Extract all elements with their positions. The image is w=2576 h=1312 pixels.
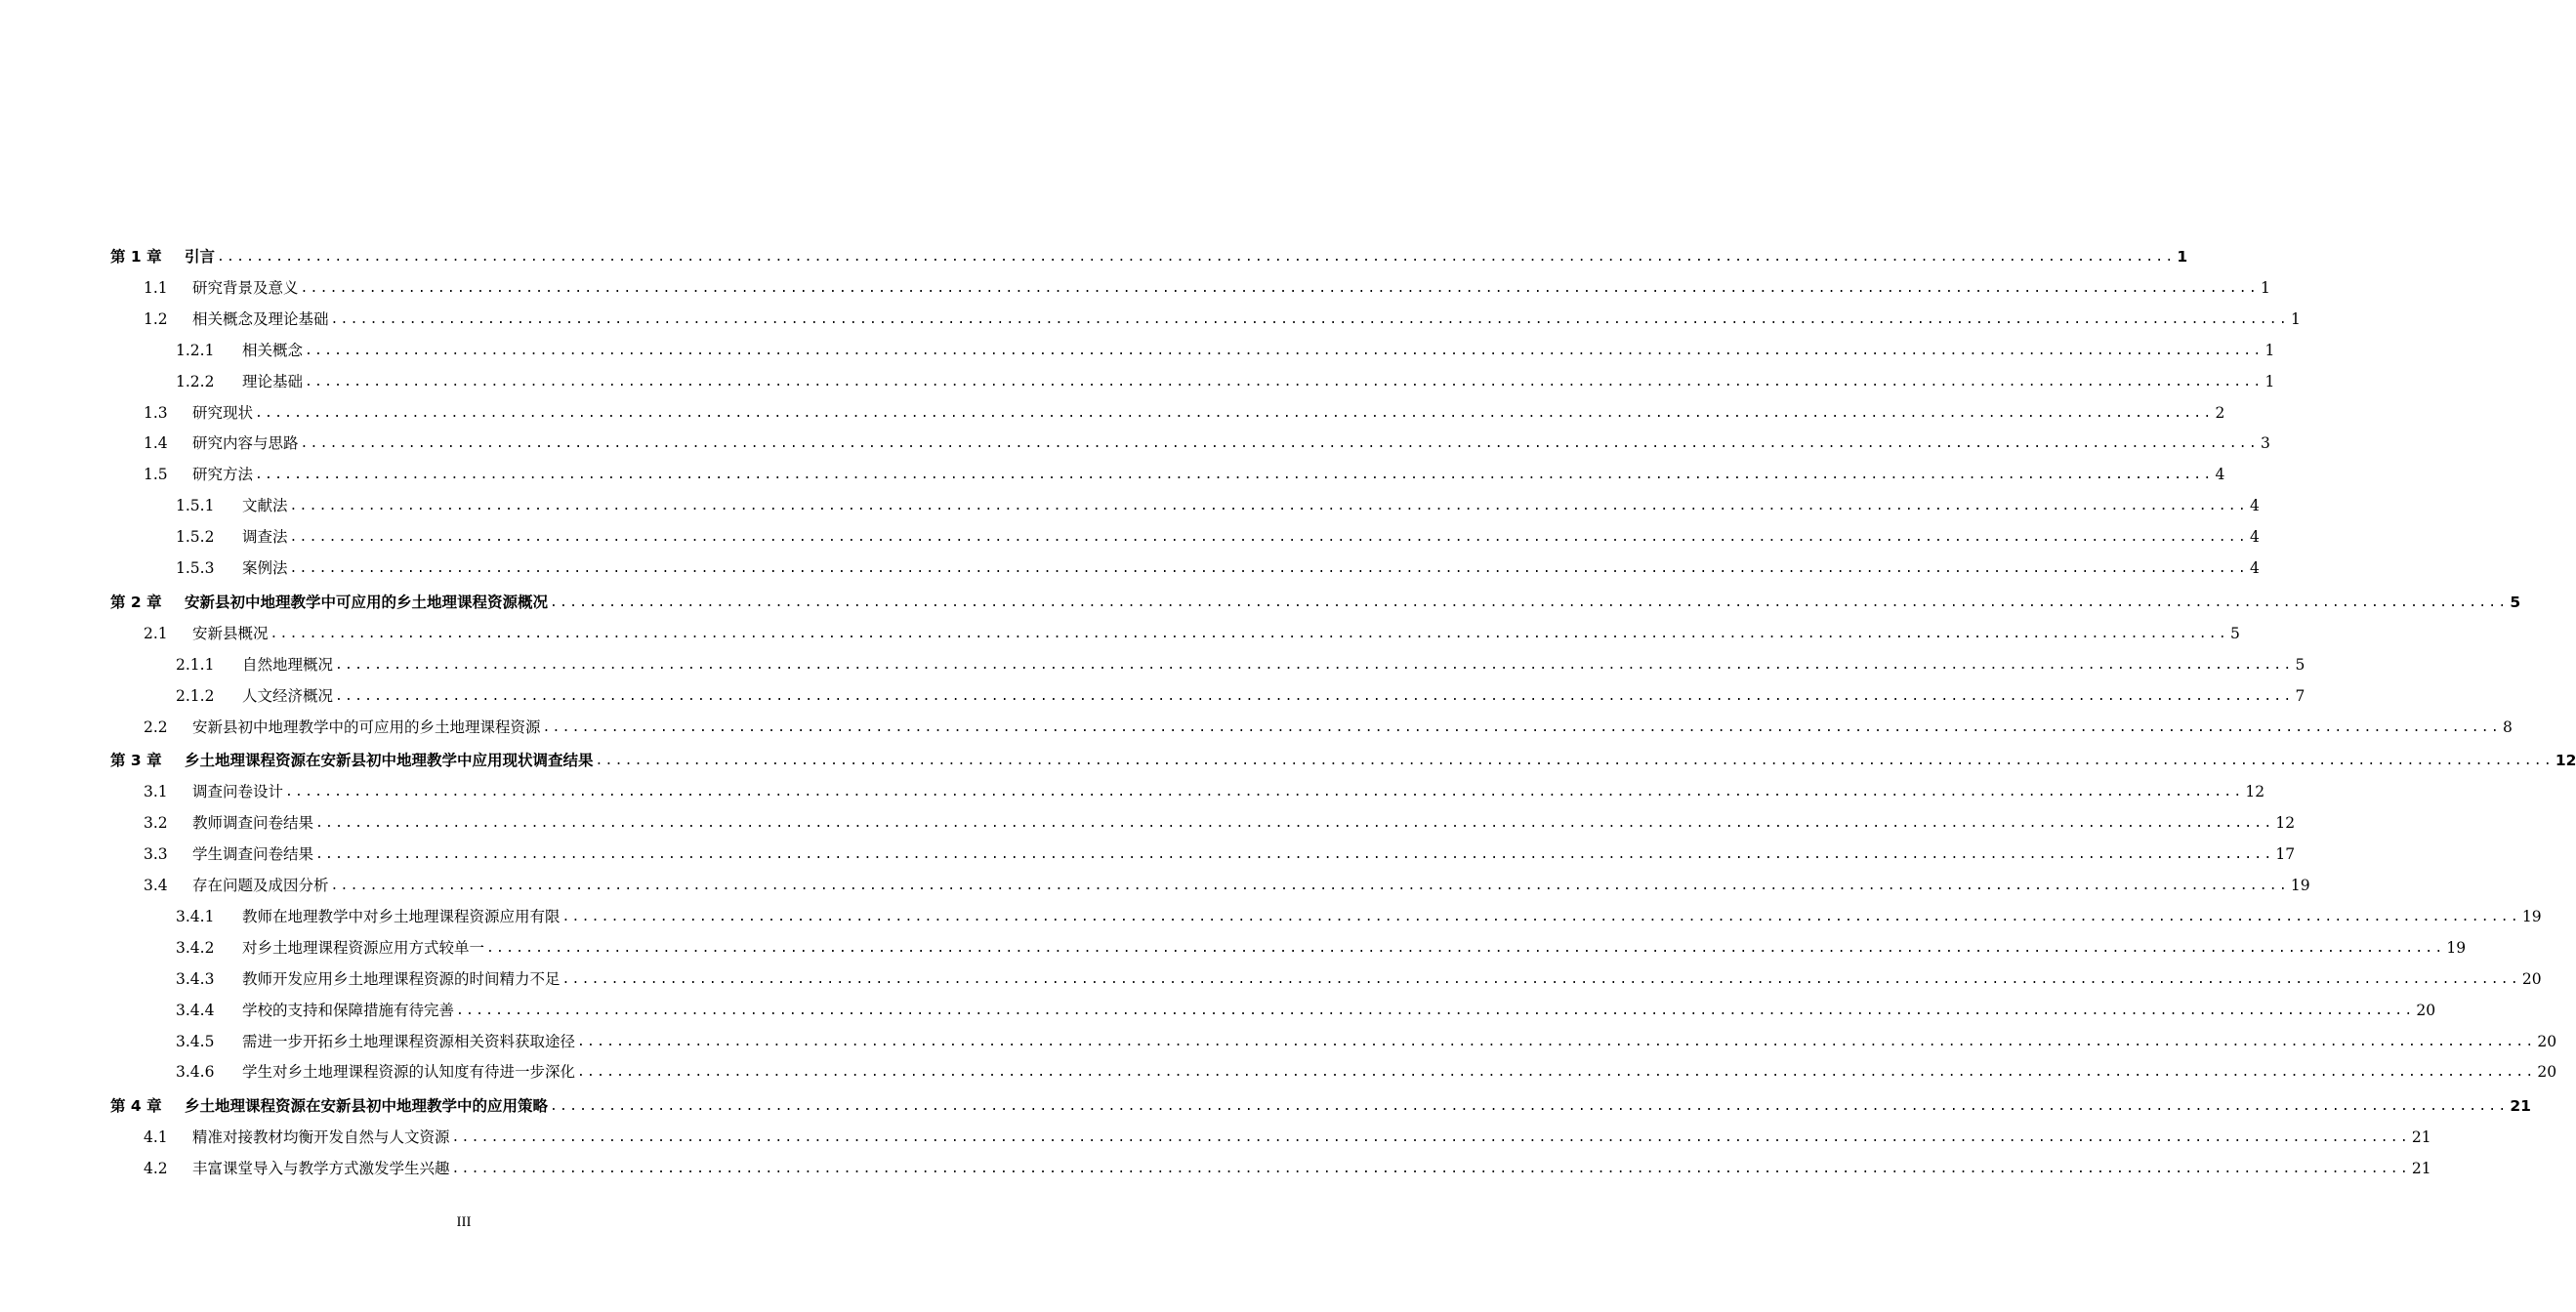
toc-page-number: 1 xyxy=(2290,309,2301,328)
toc-page-number: 21 xyxy=(2510,1097,2531,1116)
toc-dot-leader: ........................................................................................................................................................................................................ xyxy=(486,940,2445,956)
toc-page-number: 5 xyxy=(2229,624,2240,642)
toc-entry-title: 学生对乡土地理课程资源的认知度有待进一步深化 xyxy=(242,1063,576,1082)
toc-entry-number: 1.2 xyxy=(144,309,168,328)
toc-entry-number: 1.1 xyxy=(144,278,168,297)
toc-entry-number: 2.2 xyxy=(144,718,168,736)
toc-entry-title: 存在问题及成因分析 xyxy=(192,877,329,894)
toc-dot-leader: ........................................................................................................................................................................................................ xyxy=(451,1130,2410,1146)
toc-chapter-entry[interactable] xyxy=(110,243,2188,266)
toc-dot-leader: ........................................................................................................................................................................................................ xyxy=(577,1034,2536,1049)
toc-entry-number: 第 3 章 xyxy=(110,752,162,770)
toc-entry-number: 3.4.4 xyxy=(176,1001,215,1019)
toc-entry-title: 自然地理概况 xyxy=(242,655,334,674)
toc-entry-number: 3.4 xyxy=(144,877,168,894)
toc-entry-number: 第 1 章 xyxy=(110,248,162,266)
toc-dot-leader: ........................................................................................................................................................................................................ xyxy=(305,343,2264,358)
toc-page-number: 20 xyxy=(2537,1063,2557,1082)
toc-entry-title: 理论基础 xyxy=(242,372,304,390)
toc-section-entry[interactable] xyxy=(144,461,2225,484)
toc-entry-title: 人文经济概况 xyxy=(242,686,334,705)
toc-entry-number: 3.4.5 xyxy=(176,1032,215,1050)
toc-entry-title: 安新县概况 xyxy=(192,624,269,642)
toc-entry-number: 第 4 章 xyxy=(110,1097,162,1116)
toc-page-number: 1 xyxy=(2264,341,2275,359)
toc-entry-number: 1.4 xyxy=(144,434,168,453)
toc-subsection-entry[interactable] xyxy=(176,523,2260,547)
toc-section-entry[interactable] xyxy=(144,306,2301,329)
toc-entry-title: 引言 xyxy=(185,248,216,266)
toc-dot-leader: ........................................................................................................................................................................................................ xyxy=(550,1099,2509,1115)
toc-entry-title: 相关概念及理论基础 xyxy=(192,309,329,328)
toc-chapter-entry[interactable] xyxy=(110,747,2576,770)
toc-section-entry[interactable] xyxy=(144,620,2240,643)
toc-entry-number: 2.1.2 xyxy=(176,686,215,705)
toc-page-number: 3 xyxy=(2260,434,2270,453)
toc-entry-number: 第 2 章 xyxy=(110,593,162,611)
toc-dot-leader: ........................................................................................................................................................................................................ xyxy=(542,719,2501,735)
toc-dot-leader: ........................................................................................................................................................................................................ xyxy=(315,816,2274,832)
toc-page-number: 12 xyxy=(2555,752,2576,770)
toc-dot-leader: ........................................................................................................................................................................................................ xyxy=(305,374,2264,390)
toc-entry-title: 乡土地理课程资源在安新县初中地理教学中应用现状调查结果 xyxy=(185,752,594,770)
toc-page-number: 12 xyxy=(2275,814,2296,833)
toc-page-number: 5 xyxy=(2510,593,2521,611)
toc-dot-leader: ........................................................................................................................................................................................................ xyxy=(270,626,2228,641)
toc-entry-number: 1.5.3 xyxy=(176,559,215,577)
toc-entry-number: 3.4.6 xyxy=(176,1063,215,1082)
toc-entry-title: 研究内容与思路 xyxy=(192,434,299,453)
toc-section-entry[interactable] xyxy=(144,714,2513,737)
toc-entry-number: 3.1 xyxy=(144,783,168,801)
toc-dot-leader: ........................................................................................................................................................................................................ xyxy=(315,847,2274,863)
toc-entry-title: 调查问卷设计 xyxy=(192,783,284,801)
toc-entry-number: 3.4.3 xyxy=(176,969,215,988)
toc-subsection-entry[interactable] xyxy=(176,997,2436,1020)
toc-entry-title: 文献法 xyxy=(242,497,288,515)
toc-subsection-entry[interactable] xyxy=(176,492,2260,515)
toc-dot-leader: ........................................................................................................................................................................................................ xyxy=(595,754,2554,769)
toc-page-number: 21 xyxy=(2411,1128,2431,1147)
toc-entry-number: 2.1.1 xyxy=(176,655,215,674)
toc-entry-number: 2.1 xyxy=(144,624,168,642)
toc-section-entry[interactable] xyxy=(144,1124,2431,1147)
toc-dot-leader: ........................................................................................................................................................................................................ xyxy=(300,280,2259,296)
toc-entry-title: 丰富课堂导入与教学方式激发学生兴趣 xyxy=(192,1160,450,1178)
toc-section-entry[interactable] xyxy=(144,399,2225,423)
toc-dot-leader: ........................................................................................................................................................................................................ xyxy=(451,1162,2410,1177)
toc-dot-leader: ........................................................................................................................................................................................................ xyxy=(330,311,2289,327)
toc-entry-title: 调查法 xyxy=(242,528,288,547)
toc-page-number: 1 xyxy=(2264,372,2275,390)
toc-page-number: 1 xyxy=(2260,278,2270,297)
toc-entry-title: 学校的支持和保障措施有待完善 xyxy=(242,1001,455,1019)
toc-chapter-entry[interactable] xyxy=(110,1092,2531,1116)
toc-section-entry[interactable] xyxy=(144,872,2310,895)
toc-page-number: 2 xyxy=(2215,403,2225,422)
toc-entry-number: 1.5.1 xyxy=(176,497,215,515)
toc-subsection-entry[interactable] xyxy=(176,1058,2557,1082)
toc-chapter-entry[interactable] xyxy=(110,589,2521,612)
toc-page-number: 21 xyxy=(2411,1160,2431,1178)
toc-dot-leader: ........................................................................................................................................................................................................ xyxy=(330,879,2289,893)
toc-entry-number: 1.2.1 xyxy=(176,341,215,359)
toc-dot-leader: ........................................................................................................................................................................................................ xyxy=(550,594,2509,610)
toc-entry-title: 安新县初中地理教学中可应用的乡土地理课程资源概况 xyxy=(185,593,549,611)
toc-entry-title: 安新县初中地理教学中的可应用的乡土地理课程资源 xyxy=(192,718,541,736)
toc-page-number: 1 xyxy=(2177,248,2188,266)
toc-subsection-entry[interactable] xyxy=(176,903,2542,926)
toc-page-number: 19 xyxy=(2446,938,2467,957)
toc-dot-leader: ........................................................................................................................................................................................................ xyxy=(289,530,2248,546)
toc-section-entry[interactable] xyxy=(144,274,2270,298)
page-number: III xyxy=(456,1214,472,1230)
toc-dot-leader: ........................................................................................................................................................................................................ xyxy=(561,971,2520,987)
toc-entry-title: 研究方法 xyxy=(192,466,254,484)
toc-entry-title: 研究背景及意义 xyxy=(192,278,299,297)
toc-page-number: 4 xyxy=(2249,559,2260,577)
toc-page-number: 12 xyxy=(2245,783,2265,801)
toc-entry-title: 需进一步开拓乡土地理课程资源相关资料获取途径 xyxy=(242,1032,576,1050)
toc-dot-leader: ........................................................................................................................................................................................................ xyxy=(255,405,2214,421)
toc-subsection-entry[interactable] xyxy=(176,965,2542,989)
toc-dot-leader: ........................................................................................................................................................................................................ xyxy=(300,436,2259,452)
toc-dot-leader: ........................................................................................................................................................................................................ xyxy=(335,688,2294,704)
toc-section-entry[interactable] xyxy=(144,430,2270,453)
toc-page-number: 5 xyxy=(2295,655,2306,674)
toc-entry-number: 1.2.2 xyxy=(176,372,215,390)
toc-entry-number: 1.3 xyxy=(144,403,168,422)
toc-subsection-entry[interactable] xyxy=(176,337,2275,360)
toc-section-entry[interactable] xyxy=(144,809,2296,833)
toc-page-number: 20 xyxy=(2416,1001,2436,1019)
toc-entry-title: 对乡土地理课程资源应用方式较单一 xyxy=(242,938,485,957)
toc-entry-title: 相关概念 xyxy=(242,341,304,359)
toc-entry-title: 教师开发应用乡土地理课程资源的时间精力不足 xyxy=(242,969,561,988)
toc-section-entry[interactable] xyxy=(144,778,2265,801)
toc-page-number: 20 xyxy=(2537,1032,2557,1050)
toc-subsection-entry[interactable] xyxy=(176,934,2467,958)
toc-section-entry[interactable] xyxy=(144,1155,2431,1178)
toc-entry-number: 3.2 xyxy=(144,814,168,833)
toc-entry-title: 精准对接教材均衡开发自然与人文资源 xyxy=(192,1128,450,1147)
toc-page-number: 8 xyxy=(2502,718,2513,736)
toc-page-number: 17 xyxy=(2275,845,2296,864)
toc-entry-number: 3.4.2 xyxy=(176,938,215,957)
toc-dot-leader: ........................................................................................................................................................................................................ xyxy=(335,657,2294,673)
toc-subsection-entry[interactable] xyxy=(176,368,2275,391)
toc-dot-leader: ........................................................................................................................................................................................................ xyxy=(577,1065,2536,1081)
toc-entry-title: 教师调查问卷结果 xyxy=(192,814,314,833)
toc-dot-leader: ........................................................................................................................................................................................................ xyxy=(561,909,2520,924)
toc-entry-number: 4.1 xyxy=(144,1128,168,1147)
toc-dot-leader: ........................................................................................................................................................................................................ xyxy=(289,561,2248,576)
toc-entry-number: 1.5.2 xyxy=(176,528,215,547)
toc-subsection-entry[interactable] xyxy=(176,651,2306,675)
toc-page-number: 19 xyxy=(2521,907,2542,925)
toc-page-number: 4 xyxy=(2215,466,2225,484)
toc-dot-leader: ........................................................................................................................................................................................................ xyxy=(217,250,2176,265)
toc-section-entry[interactable] xyxy=(144,840,2296,864)
toc-entry-number: 3.4.1 xyxy=(176,907,215,925)
toc-entry-number: 1.5 xyxy=(144,466,168,484)
toc-entry-title: 案例法 xyxy=(242,559,288,577)
toc-dot-leader: ........................................................................................................................................................................................................ xyxy=(255,468,2214,483)
toc-page-number: 7 xyxy=(2295,686,2306,705)
toc-page-number: 20 xyxy=(2521,969,2542,988)
toc-dot-leader: ........................................................................................................................................................................................................ xyxy=(456,1003,2415,1018)
toc-entry-number: 4.2 xyxy=(144,1160,168,1178)
toc-entry-title: 学生调查问卷结果 xyxy=(192,845,314,864)
toc-dot-leader: ........................................................................................................................................................................................................ xyxy=(285,785,2244,800)
toc-entry-title: 研究现状 xyxy=(192,403,254,422)
toc-page-number: 4 xyxy=(2249,497,2260,515)
toc-page-number: 19 xyxy=(2290,877,2310,894)
toc-page-number: 4 xyxy=(2249,528,2260,547)
toc-entry-title: 教师在地理教学中对乡土地理课程资源应用有限 xyxy=(242,907,561,925)
toc-entry-number: 3.3 xyxy=(144,845,168,864)
toc-subsection-entry[interactable] xyxy=(176,1028,2557,1051)
toc-dot-leader: ........................................................................................................................................................................................................ xyxy=(289,499,2248,514)
toc-subsection-entry[interactable] xyxy=(176,682,2306,706)
toc-entry-title: 乡土地理课程资源在安新县初中地理教学中的应用策略 xyxy=(185,1097,549,1116)
toc-subsection-entry[interactable] xyxy=(176,554,2260,578)
